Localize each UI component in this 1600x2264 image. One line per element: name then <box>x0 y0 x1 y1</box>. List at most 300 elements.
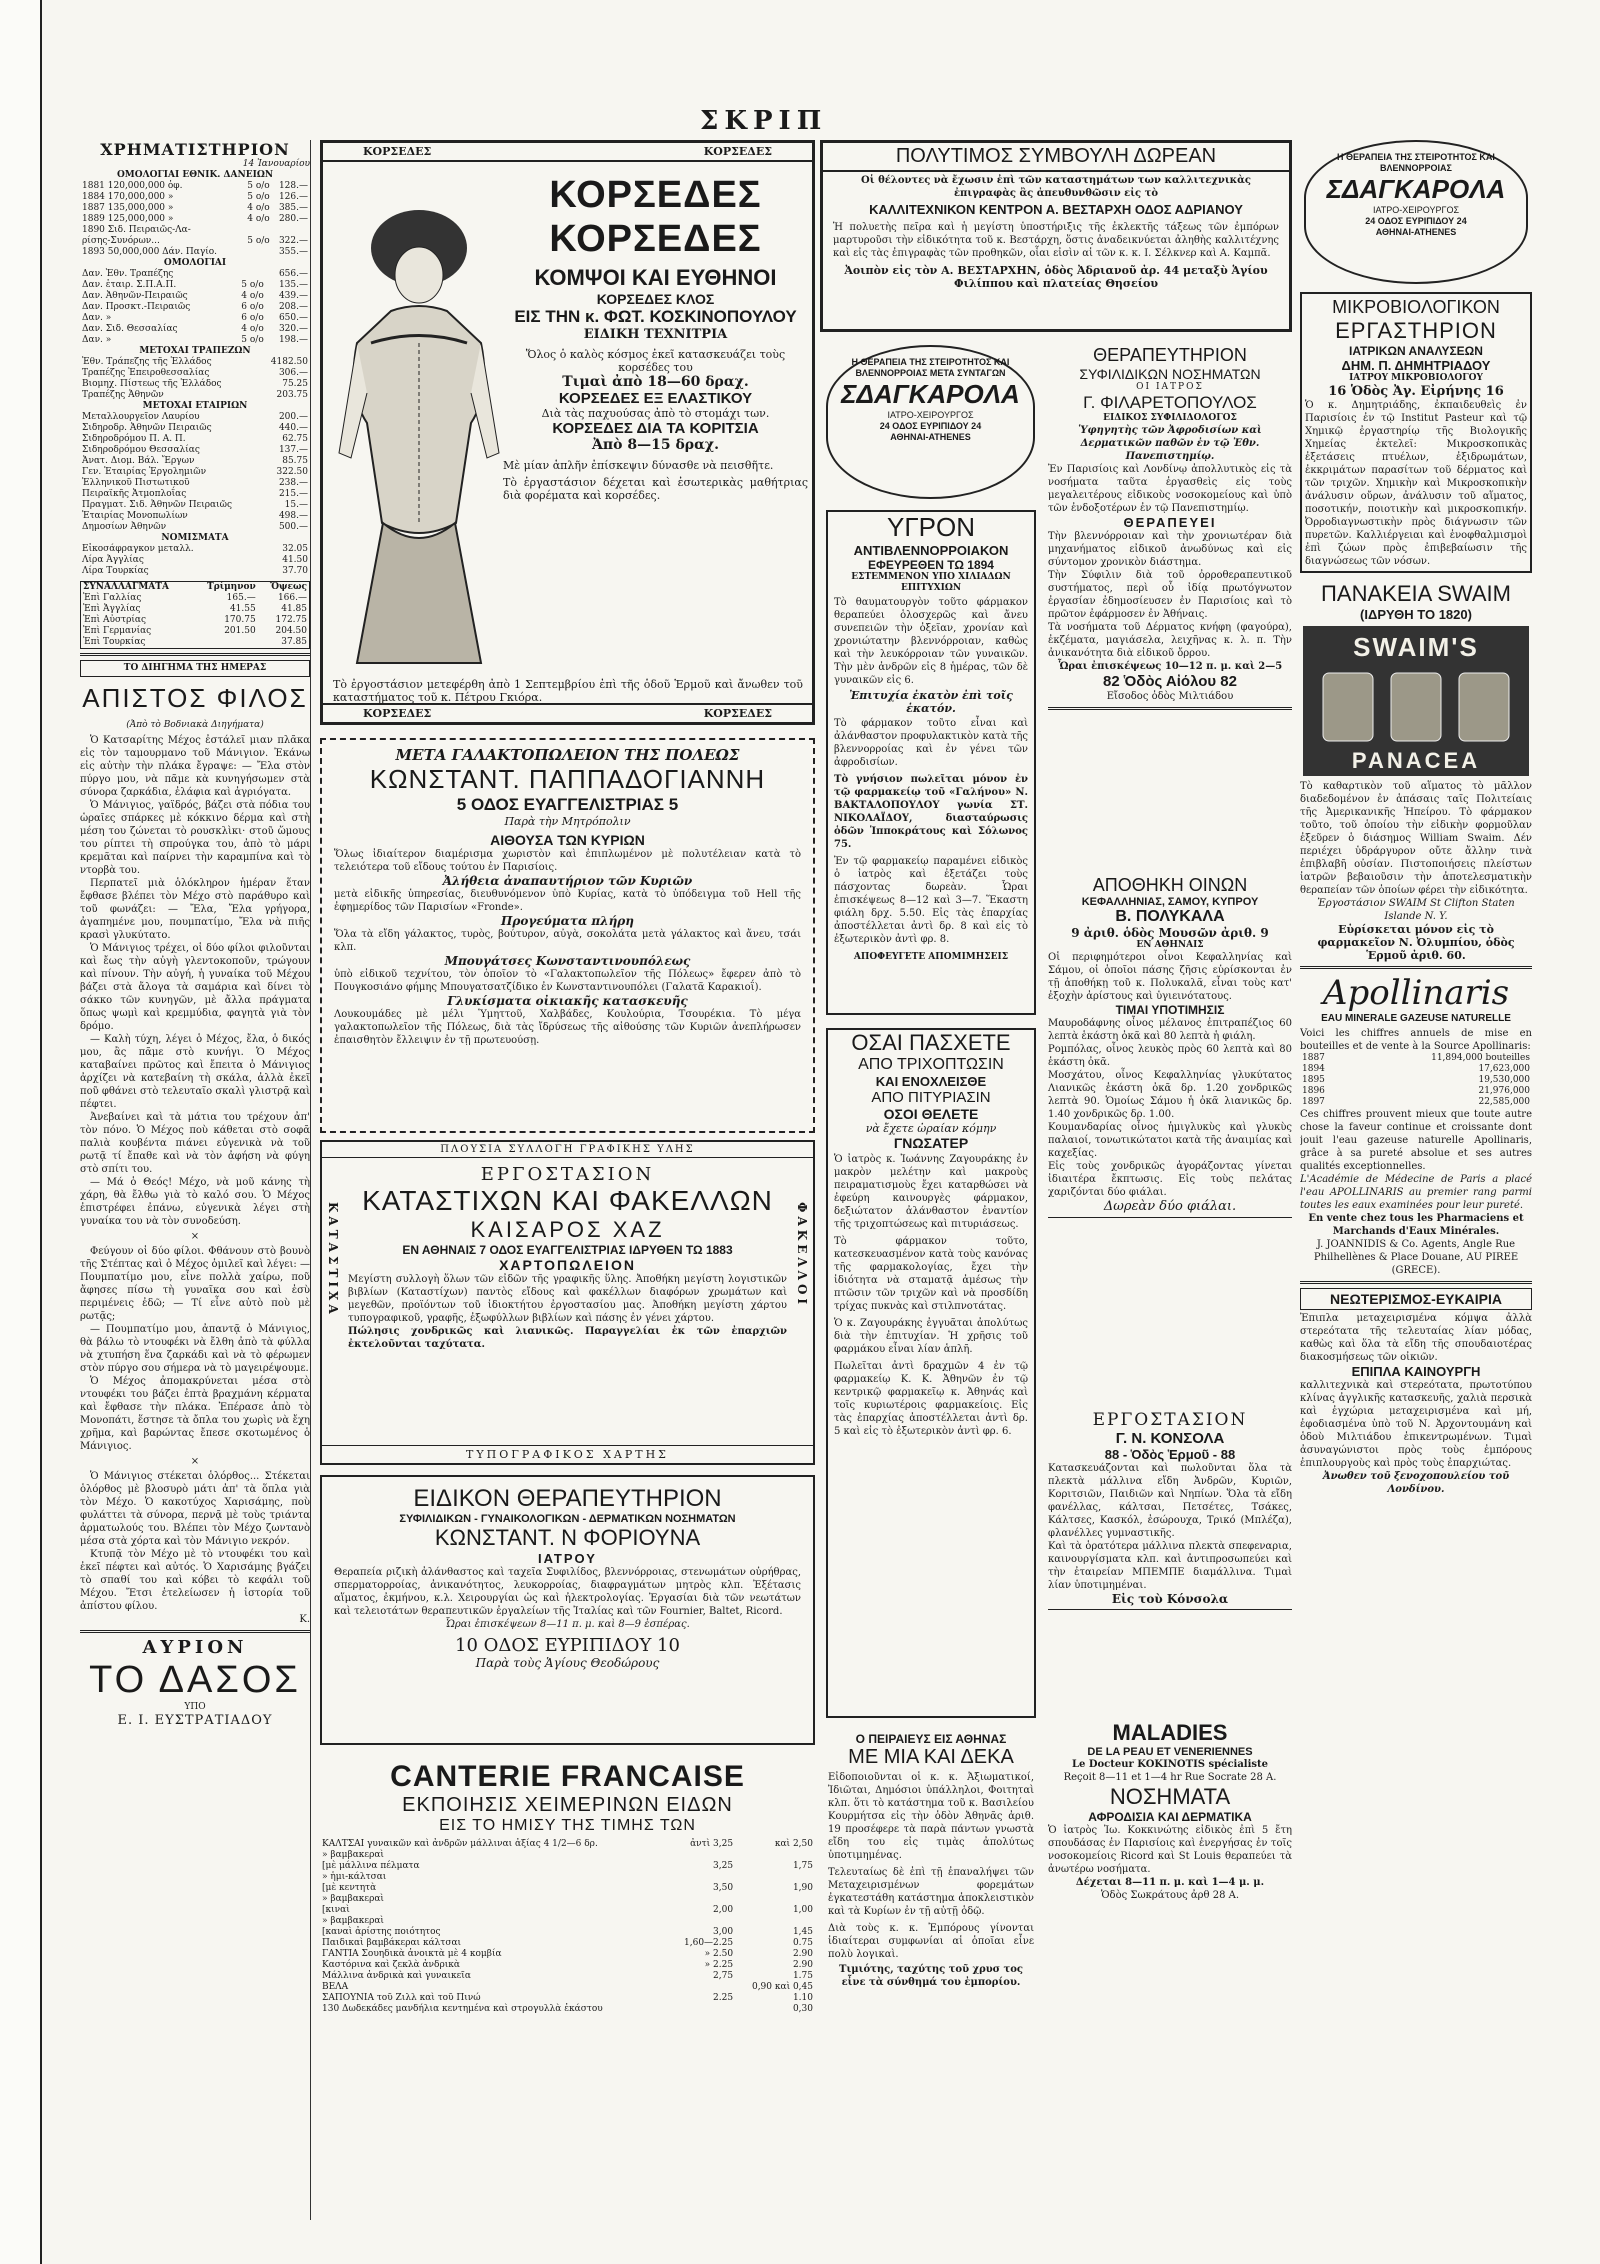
corset-bottom-left: ΚΟΡΣΕΔΕΣ <box>363 707 432 720</box>
company-row-cell: Ἑταιρίας Μονοπωλίων <box>82 511 188 521</box>
canterie-row-cell: 1,60—2.25 <box>684 1938 734 1948</box>
oblig-row-cell: Δαν. ἑταιρ. Σ.Π.Α.Π. <box>82 280 177 290</box>
factory-end: Εἰς τοὺ Κόνσολα <box>1111 1592 1229 1606</box>
piraeus-ad <box>826 1732 1036 1989</box>
company-row <box>80 489 310 500</box>
canterie-row-cell: 0,90 καὶ 0,45 <box>751 1982 813 1992</box>
maladies-doctor: Le Docteur KOKINOTIS spécialiste <box>1071 1759 1269 1770</box>
dairy-text-6: Μπουγάτσες Κωνσταντινουπόλεως <box>444 954 691 968</box>
derm-entry: Εἴσοδος ὁδὸς Μιλτιάδου <box>1106 691 1234 702</box>
left-binding-margin <box>0 0 42 2264</box>
apollinaris-year-row-cell: 1897 <box>1302 1097 1325 1107</box>
canterie-row-cell: » 2.25 <box>704 1960 734 1970</box>
corset-top-right: ΚΟΡΣΕΔΕΣ <box>703 145 772 158</box>
coin-row <box>80 555 310 566</box>
micro-role: ΙΑΤΡΟΥ ΜΙΚΡΟΒΙΟΛΟΓΟΥ <box>1349 373 1483 383</box>
dairy-near: Παρὰ τὴν Μητρόπολιν <box>504 815 631 828</box>
apollinaris-sell: En vente chez tous les Pharmaciens et Marchands d'Eaux Minérales. <box>1308 1213 1524 1237</box>
bond-row <box>80 214 310 225</box>
apollinaris-year-row-cell: 21,976,000 <box>1478 1086 1530 1096</box>
factory-owner: Γ. Ν. ΚΟΝΣΟΛΑ <box>1115 1430 1225 1447</box>
maladies-ad <box>1048 1720 1292 1902</box>
maladies-hours-2: Δέχεται 8—11 π. μ. καὶ 1—4 μ. μ. <box>1075 1877 1265 1888</box>
maladies-hours: Reçoit 8—11 et 1—4 hr Rue Socrate 28 A. <box>1063 1772 1277 1783</box>
piraeus-sub: ΜΕ ΜΙΑ ΚΑΙ ΔΕΚΑ <box>848 1746 1014 1768</box>
fluid-end: ΑΠΟΦΕΥΓΕΤΕ ΑΠΟΜΙΜΗΣΕΙΣ <box>853 952 1009 962</box>
company-row <box>80 434 310 445</box>
canterie-row <box>320 1949 815 1960</box>
company-row-cell: 137.— <box>278 445 308 455</box>
hair-sub-3: ΑΠΟ ΠΙΤΥΡΙΑΣΙΝ <box>871 1089 991 1106</box>
story-paragraph-1: Ὁ Κατσαρίτης Μέχος ἐστάλεῖ μιαν πλᾶκα εἰς τὸν ταμουρμανο τοῦ Μάνιγιον. Ἐκάνω εἰς αὐτὴν τὴν πλάκα ἔγραψε: — Ἔλα στὸν πύργο μου, νὰ πᾶμε κὰ κυνηγήσωμεν στὰ σύνορα ζαρκάδια, ἐλάφια καὶ ἀγριόγατα. <box>80 735 310 798</box>
companies-table <box>80 412 310 533</box>
hair-title: ΟΣΑΙ ΠΑΣΧΕΤΕ <box>851 1030 1011 1055</box>
envelope-factory-ad <box>320 1140 815 1465</box>
factory-text: Κατασκευάζονται καὶ πωλοῦνται ὅλα τὰ πλεκτὰ μάλλινα εἴδη Ἀνδρῶν, Κυριῶν, Κοριτσιῶν, Παιδιῶν καὶ Νηπίων. Ὅλα τὰ εἴδη φανέλλας, κάλτσαι, Πετσέτες, Τσάκες, Κάλτσες, Κασκόλ, ἐσώρουχα, Τρικό (Μπλέζα), φλανέλλες γυμναστικῆς. <box>1048 1463 1292 1539</box>
derm-address: 82 Ὁδὸς Αἰόλου 82 <box>1103 673 1237 690</box>
company-row-cell: 85.75 <box>282 456 308 466</box>
company-row <box>80 478 310 489</box>
swaim-sell: Εὑρίσκεται μόνον εἰς τὸ φαρμακεῖον Ν. Ὀλυμπίου, ὁδὸς Ἑρμοῦ ἀριθ. 60. <box>1317 923 1515 962</box>
fluid-ad <box>826 510 1036 1015</box>
oblig-row <box>80 291 310 302</box>
factory-address: 88 - Ὁδὸς Ἑρμοῦ - 88 <box>1104 1447 1236 1462</box>
column-exchange <box>80 140 311 2220</box>
swaim-ad <box>1300 581 1532 962</box>
clinic-hours: Ὧραι ἐπισκέψεων 8—11 π. μ. καὶ 8—9 ἑσπέρας. <box>445 1619 690 1630</box>
stamp-sdagarola <box>1304 140 1528 284</box>
story-paragraph-9: — Πουμπατίμο μου, ἀπαντᾷ ὁ Μάνιγιος, θὰ βάλω τὸ ντουφέκι νὰ ἔλθη ἀπὸ τὰ φύλλα νὰ χτυπήση ἕνα ζαρκάδι καὶ νὰ τὸ φέρωμεν στὸν πύργο σου σήμερα νὰ τὸ μαγειρέψουμε. <box>80 1324 310 1374</box>
company-row-cell: Γεν. Ἑταιρίας Ἐργολημιῶν <box>82 467 207 477</box>
derm-name: Γ. ΦΙΛΑΡΕΤΟΠΟΥΛΟΣ <box>1083 393 1257 412</box>
neo-text-2: καλλιτεχνικὰ καὶ στερεότατα, πρωτοτύπου κλίνας ἀγγλικῆς κατασκευῆς, χαλιὰ περσικὰ καὶ ἐγχώρια μεταχειρισμένα καὶ μή, ἐφοδιασμένα ὑπὸ τοῦ Ν. Ἀρχοντουμάνη καὶ ὁδοὺ Μιλτιάδου ἐπικεντρωμένων. Τιμαὶ ἀσυναγώνιστοι πρὸς τοὺς ἐμπόρους ἐπιπλουργοὺς καὶ πρὸς τοὺς ἐπαρχιώτας. <box>1300 1380 1532 1469</box>
apollinaris-year-row-cell: 1887 <box>1302 1053 1325 1063</box>
bond-row-cell: 4 ο/ο <box>247 203 270 213</box>
company-row <box>80 456 310 467</box>
company-row-cell: 440.— <box>278 423 308 433</box>
canterie-row-cell: [κιναὶ <box>322 1905 350 1915</box>
derm-sub: ΣΥΦΙΛΙΔΙΚΩΝ ΝΟΣΗΜΑΤΩΝ <box>1079 366 1261 382</box>
apollinaris-text-3: L'Académie de Médecine de Paris a placé l'eau APOLLINARIS au premier rang parmi toutes les eaux examinées pour leur pureté. <box>1300 1174 1532 1211</box>
clinic-doctor: ΚΩΝΣΤΑΝΤ. Ν ΦΟΡΙΟΥΝΑ <box>434 1525 701 1550</box>
piraeus-text-3: Διὰ τοὺς κ. κ. Ἐμπόρους γίνονται ἰδιαίτεραι συμφωνίαι αἱ ὁποῖαι εἶνε πολὺ λογικαὶ. <box>828 1923 1034 1960</box>
derm-text-2: Ἐν Παρισίοις καὶ Λονδίνῳ ἀπολλυτικὸς εἰς τὰ νοσήματα ταῦτα ἐργασθεὶς εἰς τοὺς μεγαλειτέρους εἰδικοὺς νοσοκομείους καὶ ὑπὸ τῶν ἐνδοξοτέρων ἐν τῷ Πανεπιστημίῳ. <box>1048 464 1292 514</box>
oblig-row-cell: 6 ο/ο <box>241 313 264 323</box>
apollinaris-sub: EAU MINERALE GAZEUSE NATURELLE <box>1321 1013 1511 1024</box>
story-paragraph-5: — Καλὴ τύχη, λέγει ὁ Μέχος, ἔλα, ὁ δικός μου, ἂς πᾶμε στὸ κυνήγι. Ὁ Μέχος καταβαίνει πρῶτος καὶ ἔπειτα ὁ Μάνιγιος ἀρχίζει νὰ κατεβαίνη τὴ σκάλα, ἀλλὰ ἐκεῖ ποῦ φθάνει στὸ τελευταῖο σκαλὶ γλιστρᾷ καὶ πέφτει. <box>80 1034 310 1110</box>
canterie-row-cell: [μὲ κεντητὰ <box>322 1883 377 1893</box>
fx-row <box>81 582 310 594</box>
maladies-nos: ΝΟΣΗΜΑΤΑ <box>1109 1784 1231 1809</box>
canterie-sub-2: ΕΙΣ ΤΟ ΗΜΙΣΥ ΤΗΣ ΤΙΜΗΣ ΤΩΝ <box>439 1817 696 1834</box>
share-row-cell: 4182.50 <box>270 357 308 367</box>
tomorrow-title: ΤΟ ΔΑΣΟΣ <box>89 1659 301 1701</box>
canterie-row <box>320 1971 815 1982</box>
wine-text-1: Οἱ περιφημότεροι οἶνοι Κεφαλληνίας καὶ Σάμου, οἱ ὁποῖοι πάσης ζῆσις εὑρίσκονται ἐν τῇ ἀποθήκῃ τοῦ κ. Πολυκαλᾶ, εἶναι τοὺς κατ' ἐξοχὴν ἀρίστους καὶ ὑγιεινότατους. <box>1048 952 1292 1002</box>
dairy-text-2: Ἀλήθεια ἀναπαυτήριον τῶν Κυριῶν <box>442 874 693 888</box>
dairy-address: 5 ΟΔΟΣ ΕΥΑΓΓΕΛΙΣΤΡΙΑΣ 5 <box>456 795 679 814</box>
advice-title: ΠΟΛΥΤΙΜΟΣ ΣΥΜΒΟΥΛΗ ΔΩΡΕΑΝ <box>823 143 1289 172</box>
oblig-row-cell: 4 ο/ο <box>241 291 264 301</box>
canterie-row-cell: 2,75 <box>713 1971 734 1981</box>
canterie-row <box>320 1916 815 1927</box>
envelope-shop: ΧΑΡΤΟΠΩΛΕΙΟΝ <box>499 1257 636 1273</box>
maladies-title: MALADIES <box>1112 1720 1228 1745</box>
column-ads-4 <box>1300 140 1532 2220</box>
story-paragraph-6: Ἀνεβαίνει καὶ τὰ μάτια του τρέχουν ἀπ' τὸν πόνο. Ὁ Μέχος ποὺ κάθεται στὸ σοφᾶ παλιὰ κουβέντα πιάνει εὐγενικὰ νὰ τοῦ ρωτᾷ τί ἔπαθε καὶ νὰ τὸν ἀφήση νὰ φύγη στὸ σπίτι του. <box>80 1112 310 1175</box>
micro-title: ΜΙΚΡΟΒΙΟΛΟΓΙΚΟΝ <box>1332 297 1500 317</box>
share-row <box>80 390 310 401</box>
swaim-address: Ἐργοστάσιον SWAIM St Clifton Staten Islande N. Y. <box>1317 898 1515 922</box>
oblig-row-cell: 135.— <box>278 280 308 290</box>
bond-row-cell: 280.— <box>278 214 308 224</box>
fx-row <box>81 637 310 649</box>
corset-line-6: ΚΟΡΣΕΔΕΣ ΔΙΑ ΤΑ ΚΟΡΙΤΣΙΑ <box>552 420 759 437</box>
tomorrow-by: ΥΠΟ <box>184 1702 206 1712</box>
fluid-title: ΥΓΡΟΝ <box>886 512 975 542</box>
company-row-cell: Μεταλλουργεῖον Λαυρίου <box>82 412 200 422</box>
derm-text-5: Τὰ νοσήματα τοῦ Δέρματος κνήφη (φαγούρα), ἐκζέματα, μαγιάσελα, λειχῆνας κ. λ. π. Τὴν ἀνικανότητα διὰ εἰδικοῦ ὄρρου. <box>1048 622 1292 659</box>
company-row <box>80 412 310 423</box>
fx-row <box>81 615 310 626</box>
fluid-year: ΕΦΕΥΡΕΘΕΝ ΤΩ 1894 <box>868 558 994 572</box>
page-masthead: ΣΚΡΙΠ <box>700 106 828 136</box>
micro-text: Ὁ κ. Δημητριάδης, ἐκπαιδευθεὶς ἐν Παρισίοις ἐν τῷ Institut Pasteur καὶ τῷ Χημικῷ ἐργαστηρίῳ τῆς Βιολογικῆς Χημείας ἐκτελεῖ: Μικροσκοπικὰς ἐξετάσεις πτυέλων, ἐξιδρωμάτων, ἐκκριμάτων παρασίτων τοῦ δέρματος καὶ τῶν τριχῶν. Χημικὴν καὶ Μικροσκοπικὴν ἀνάλυσιν οὔρων, ἀνάλυσιν τοῦ αἵματος, ποσοτικήν, ποιοτικὴν καὶ μικροσκοπικήν. Ὀρροδιαγνωστικὴν πρὸς διάγνωσιν τῶν πυρετῶν. Καλλιέργειαι καὶ ἐνοφθαλμισμοὶ ἐπὶ ζώων πρὸς ἐπιβεβαίωσιν τῆς διαγνώσεως τῶν νόσων. <box>1305 400 1527 567</box>
apollinaris-year-row-cell: 11,894,000 bouteilles <box>1431 1053 1530 1063</box>
canterie-row-cell: 3,25 <box>713 1861 734 1871</box>
bond-row <box>80 247 310 258</box>
apollinaris-year-row-cell: 17,623,000 <box>1478 1064 1530 1074</box>
wine-text-3: Ροµπόλας, οἶνος λευκὸς πρὸς 60 λεπτὰ καὶ 80 ἑκάστη ὀκᾶ. <box>1048 1044 1292 1068</box>
canterie-row <box>320 1839 815 1850</box>
canterie-row-cell: 2,00 <box>713 1905 734 1915</box>
fx-row-cell: 166.— <box>277 593 307 603</box>
hair-text-1: Ὁ ἰατρὸς κ. Ἰωάννης Ζαγουράκης ἐν μακρὸν μελέτην καὶ μακροὺς πειραματισμοὺς ἔχει καταρθώσει νὰ ἐφεύρη καινουργὲς φάρμακον, δεξιώτατον ἀλάνθαστον ἐναντίον τῆς τριχοπτώσεως καὶ πιτυριάσεως. <box>834 1154 1028 1230</box>
bond-row-cell: 5 ο/ο <box>247 181 270 191</box>
derm-text-1: Ὑφηγητὴς τῶν Ἀφροδισίων καὶ Δερματικῶν παθῶν ἐν τῷ Ἐθν. Πανεπιστημίῳ. <box>1078 425 1262 462</box>
company-row-cell: Ἀνατ. Διομ. Βάλ. Ἔργων <box>82 456 195 466</box>
apollinaris-year-row-cell: 22,585,000 <box>1478 1097 1530 1107</box>
bond-row-cell: 1890 Σιδ. Πειραιῶς-Λα- <box>82 225 191 235</box>
fx-row <box>81 626 310 637</box>
envelope-title: ΚΑΤΑΣΤΙΧΩΝ ΚΑΙ ΦΑΚΕΛΛΩΝ <box>362 1185 773 1216</box>
piraeus-text-4: Τιμιότης, ταχύτης τοῦ χρυσ τος εἶνε τὰ σύνθημά του ἐμπορίου. <box>839 1964 1023 1988</box>
company-row-cell: Ἑλληνικοῦ Πιστωτικοῦ <box>82 478 190 488</box>
oblig-row-cell: 6 ο/ο <box>241 302 264 312</box>
apollinaris-year-row <box>1300 1097 1532 1108</box>
fx-row-cell: 37.85 <box>281 637 307 647</box>
canterie-row-cell: Μάλλινα ἀνδρικὰ καὶ γυναικεῖα <box>322 1971 471 1981</box>
canterie-row-cell <box>670 1872 735 1883</box>
dairy-text-3: μετὰ εἰδικῆς ὑπηρεσίας, διευθυνόμενον ὑπὸ Κυρίας, κατὰ τὸ ὑπόδειγμα τοῦ Hell τῆς ἐφημερίδος τῶν Παρισίων «Fronde». <box>334 889 801 913</box>
coins-title: ΝΟΜΙΣΜΑΤΑ <box>161 533 229 543</box>
story-separator: × <box>190 1231 200 1242</box>
canterie-row <box>320 1927 815 1938</box>
hair-sub-4: ΟΣΟΙ ΘΕΛΕΤΕ <box>883 1106 979 1122</box>
dairy-text-7: ὑπὸ εἰδικοῦ τεχνίτου, τὸν ὁποῖον τὸ «Γαλακτοπωλεῖον τῆς Πόλεως» ἔφερεν ἀπὸ τὸ Πουγκοσιάνο φήμης Μπουγατσατζίδικο ἐν Κωνσταντινουπόλει (Γαλατᾶ Καρακιοΐ). <box>334 969 801 993</box>
fluid-sub-2: ΕΣΤΕΜΜΕΝΟΝ ΥΠΟ ΧΙΛΙΑΔΩΝ ΕΠΙΤΥΧΙΩΝ <box>851 572 1011 593</box>
share-row-cell: 306.— <box>278 368 308 378</box>
canterie-row-cell: ΓΑΝΤΙΑ Σουηδικὰ ἀνοικτὰ μὲ 4 κομβία <box>322 1949 502 1959</box>
corset-desc-1: Ὅλος ὁ καλὸς κόσμος ἐκεῖ κατασκευάζει τοὺς κορσέδες του <box>525 348 786 374</box>
envelope-factory-label: ΕΡΓΟΣΤΑΣΙΟΝ <box>480 1164 655 1185</box>
apollinaris-ad <box>1300 973 1532 1277</box>
canterie-row <box>320 1938 815 1949</box>
stamp2-ring: Η ΘΕΡΑΠΕΙΑ ΤΗΣ ΣΤΕΙΡΟΤΗΤΟΣ ΚΑΙ ΒΛΕΝΝΟΡΡΟΙΑΣ ΜΕΤΑ ΣΥΝΤΑΓΩΝ <box>851 357 1010 378</box>
canterie-row-cell: 2.90 <box>792 1960 813 1970</box>
exchange-date: 14 Ἰανουαρίου <box>242 159 310 169</box>
stamp-sdagarola-2 <box>826 345 1035 499</box>
company-row-cell: Σιδηροδρ. Ἀθηνῶν Πειραιῶς <box>82 423 212 433</box>
micro-name: ΔΗΜ. Π. ΔΗΜΗΤΡΙΑΔΟΥ <box>1341 358 1491 373</box>
hair-sub-5: νὰ ἔχετε ὡραίαν κόμην <box>865 1122 997 1135</box>
corset-title: ΚΟΡΣΕΔΕΣ ΚΟΡΣΕΔΕΣ <box>549 174 762 260</box>
bond-row <box>80 192 310 203</box>
oblig-row-cell: 5 ο/ο <box>241 280 264 290</box>
swaim-year: (ΙΔΡΥΘΗ ΤΟ 1820) <box>1360 607 1472 622</box>
apollinaris-year-row <box>1300 1053 1532 1064</box>
canterie-row-cell: 2.90 <box>792 1949 813 1959</box>
coin-row-cell: 32.05 <box>282 544 308 554</box>
hair-text-3: Ὁ κ. Ζαγουράκης ἐγγυᾶται ἀπολύτως διὰ τὴν ἐπιτυχίαν. Ἡ χρῆσις τοῦ φαρμάκου εἶναι λίαν ἁπλῆ. <box>834 1318 1028 1355</box>
advice-text-2: Ἡ πολυετὴς πεῖρα καὶ ἡ μεγίστη ὑποστήριξις τῆς ἐκλεκτῆς τάξεως τῶν ἐμπόρων μαρτυροῦσι τὴν εἰδικότητα τοῦ κ. Βεστάρχη, ὅστις ἀναδεικνύεται ἀληθὴς καλλιτέχνης καὶ εἰς τὰς ἐπιγραφὰς τῶν προθηκῶν, οἷαι εἰσὶν αἱ τῶν κ. κ. Ι. Σέλκνερ καὶ Α. Καμπᾶ. <box>833 222 1279 259</box>
story-title: ΑΠΙΣΤΟΣ ΦΙΛΟΣ <box>82 683 308 713</box>
fx-row-cell: 204.50 <box>275 626 307 636</box>
company-row-cell: 500.— <box>278 522 308 532</box>
oblig-row-cell: 4 ο/ο <box>241 324 264 334</box>
story-source: (Ἀπὸ τὸ Βοδνιακὰ Διηγήματα) <box>126 720 264 730</box>
corset-ad <box>320 140 815 725</box>
neo-text-1: Ἐπιπλα μεταχειρισμένα κόμψα ἀλλὰ στερεότατα τῆς τελευταίας λίαν μόδας, καθὼς καὶ ὅλα τὰ εἴδη τῆς σπουδαιοτέρας διακοσμήσεως τῶν οἰκιῶν. <box>1300 1313 1532 1363</box>
dairy-text-4: Προγεύματα πλήρη <box>501 914 634 928</box>
derm-therapy: ΘΕΡΑΠΕΥΕΙ <box>1123 515 1217 530</box>
bonds-table <box>80 181 310 258</box>
clinic-address: 10 ΟΔΟΣ ΕΥΡΙΠΙΔΟΥ 10 <box>455 1635 680 1656</box>
dairy-text-9: Λουκουμάδες μὲ μέλι Ὑμηττοῦ, Χαλβάδες, Κουλούρια, Τσουρέκια. Τὸ μέγα γαλακτοπωλεῖον τῆς Πόλεως, διὰ τὰς ἴδρύσεως τῆς αἰθούσης τῶν Κυριῶν ἀνεπλήρωσεν ἐπαισθητὸν ἔλλειψιν ἐν τῇ πρωτευούσῃ. <box>334 1009 801 1046</box>
company-row <box>80 423 310 434</box>
canterie-row <box>320 1872 815 1883</box>
stamp2-sub: ΙΑΤΡΟ-ΧΕΙΡΟΥΡΓΟΣ <box>887 410 974 420</box>
corset-desc-2: Διὰ τὰς παχυούσας ἀπὸ τὸ στομάχι των. <box>541 407 770 420</box>
canterie-row <box>320 1905 815 1916</box>
bottle-icon <box>1303 663 1529 743</box>
oblig-row-cell: 5 ο/ο <box>241 335 264 345</box>
oblig-row <box>80 335 310 346</box>
wine-price-title: ΤΙΜΑΙ ΥΠΟΤΙΜΗΣΙΣ <box>1115 1003 1225 1017</box>
story-paragraph-2: Ὁ Μάνιγιος, γαϊδρός, βάζει στὰ πόδια του ὡραῖες σπάρκες μὲ κόκκινο δέρμα καὶ στὴ μέση του ζώνεται τὸ ρουσκλὶκι· στοῦ ὥμους του ρίπτει τὴ σπρούγκα του, ἀπὸ τὸ μάρι κρεμᾶται καὶ παίρνει τὴν καραμπίνα καὶ τὸ ντορβὰ του. <box>80 800 310 876</box>
swaim-text: Τὸ καθαρτικὸν τοῦ αἵματος τὸ μᾶλλον διαδεδομένον ἐν ἁπάσαις ταῖς Πολιτείαις τῆς Ἀμερικανικῆς Ἠπείρου. Τὸ φάρμακον τοῦτο, τοῦ ὁποίου τὴν εἰδικὴν φορμοῦλαν ἐξεῦρεν ὁ διάσημος William Swaim. Δέν περιέχει ὑδράργυρον οὔτε ἄλλην τινὰ ἐπιβλαβῆ οὐσίαν. Πιστοποιήσεις πλείστων ἰατρῶν βεβαιοῦσιν τὴν ἀποτελεσματικὴν θεραπείαν τῶν ὁποίων φέρει τὴν εἰδικότητα. <box>1300 781 1532 896</box>
coin-row <box>80 544 310 555</box>
wine-text-4: Μοσχάτου, οἶνος Κεφαλληνίας γλυκύτατος Λιανικῶς ἑκάστη ὀκᾶ δρ. 1.20 χονδρικῶς λεπτὰ 90. Ὁμοίως Σάμου ἡ ὀκᾶ λιανικῶς δρ. 1.40 χονδρικῶς δρ. 1.00. <box>1048 1070 1292 1120</box>
fx-row-cell: Ἐπὶ Τουρκίας <box>83 637 146 647</box>
shares-table <box>80 357 310 401</box>
tomorrow-author: Ε. Ι. ΕΥΣΤΡΑΤΙΑΔΟΥ <box>117 1713 273 1728</box>
oblig-row <box>80 324 310 335</box>
neo-title-2: ΕΠΙΠΛΑ ΚΑΙΝΟΥΡΓΗ <box>1351 1364 1481 1379</box>
coin-row-cell: 41.50 <box>282 555 308 565</box>
apollinaris-year-row <box>1300 1075 1532 1086</box>
canterie-row-cell: Καστόρινα καὶ ζεκλὰ ἀνδρικὰ <box>322 1960 460 1970</box>
company-row <box>80 467 310 478</box>
envelope-text: Μεγίστη συλλογὴ ὅλων τῶν εἰδῶν τῆς γραφικῆς ὕλης. Ἀποθήκη μεγίστη λογιστικῶν βιβλίων (Καταστίχων) παντὸς εἴδους καὶ φακέλλων διαφόρων χρωμάτων καὶ μεγεθῶν, προϊόντων τοῦ ἰδιοκτήτου ἐργοστασίου μας. Ἀποθήκη μεγίστη χάρτου τυπογραφικοῦ, γραφῆς, ἐξωφύλλων βιβλίων καὶ πάσης ἐν γένει χάρτου. <box>348 1274 787 1324</box>
canterie-row-cell <box>735 1916 815 1927</box>
apollinaris-title: Apollinaris <box>1322 973 1510 1013</box>
envelope-text-2: Πώλησις χονδρικῶς καὶ λιανικῶς. Παραγγελίαι ἐκ τῶν ἐπαρχιῶν ἐκτελοῦνται ταχύτατα. <box>348 1326 787 1350</box>
canterie-row-cell: 1,75 <box>792 1861 813 1871</box>
story-kicker: ΤΟ ΔΙΗΓΗΜΑ ΤΗΣ ΗΜΕΡΑΣ <box>80 660 310 677</box>
canterie-price-table <box>320 1839 815 2015</box>
fx-row-cell: Ὄψεως <box>269 582 307 592</box>
exchange-title: ΧΡΗΜΑΤΙΣΤΗΡΙΟΝ <box>100 140 290 159</box>
fx-row-cell: ΣΥΝΑΛΛΑΓΜΑΤΑ <box>83 582 169 592</box>
corset-desc-3: Μὲ μίαν ἁπλῆν ἐπίσκεψιν δύνασθε νὰ πεισθῆτε. <box>503 459 774 472</box>
column-ads-3 <box>820 140 1292 2220</box>
fx-table <box>80 581 310 649</box>
corset-price-1: Τιμαὶ ἀπὸ 18—60 δραχ. <box>562 374 749 390</box>
oblig-row-cell: 439.— <box>278 291 308 301</box>
clinic-ad <box>320 1475 815 1745</box>
derm-role: ΟΙ ΙΑΤΡΟΣ <box>1136 382 1204 392</box>
clinic-title: ΕΙΔΙΚΟΝ ΘΕΡΑΠΕΥΤΗΡΙΟΝ <box>413 1485 722 1512</box>
canterie-row-cell: » ἡμι-κάλτσαι <box>322 1872 387 1882</box>
company-row-cell: 215.— <box>278 489 308 499</box>
story-paragraph-11: Ὁ Μάνιγιος στέκεται ὁλόρθος... Στέκεται ὁλόρθος μὲ βλοσυρὸ μάτι ἀπ' τὰ ὅπλα γιὰ τὸν Μέχο. Ὁ κακοτύχος Χαρισάμης, ποὺ φυλάττει τὰ σύνορα, περνᾷ μὲ τοὺς τριάντα ἀρματωλούς του. Βλέπει τὸν Μέχο ζωντανὸ μέσα στὰ χόρτα καὶ τὸν Μάνιγιο νεκρόν. <box>80 1471 310 1547</box>
company-row-cell: Πειραϊκῆς Ἀτμοπλοΐας <box>82 489 187 499</box>
canterie-row-cell <box>735 1872 815 1883</box>
fluid-text-3: Τὸ φάρμακον τοῦτο εἶναι καὶ ἀλάνθαστον προφυλακτικὸν κατὰ τῆς βλεννορροίας καὶ ἐν γένει τῶν ἀφροδισίων. <box>834 718 1028 768</box>
bond-row-cell: 1889 125,000,000 » <box>82 214 174 224</box>
advice-text-1: Οἱ θέλοντες νὰ ἔχωσιν ἐπὶ τῶν καταστημάτων των καλλιτεχνικὰς ἐπιγραφὰς ἂς ἀπευθυνθῶσιν εἰς τὸ <box>861 175 1251 199</box>
corset-price-2: Ἀπὸ 8—15 δραχ. <box>592 437 719 453</box>
apollinaris-year-row <box>1300 1064 1532 1075</box>
share-row <box>80 368 310 379</box>
canterie-row-cell <box>670 1850 735 1861</box>
apollinaris-year-row-cell: 1896 <box>1302 1086 1325 1096</box>
corset-line-3: ΕΙΣ ΤΗΝ κ. ΦΩΤ. ΚΟΣΚΙΝΟΠΟΥΛΟΥ <box>514 307 797 326</box>
canterie-row-cell <box>670 1894 735 1905</box>
clinic-role: ΙΑΤΡΟΥ <box>538 1551 597 1566</box>
canterie-row-cell: » βαμβακεραὶ <box>322 1850 384 1860</box>
apollinaris-year-row-cell: 19,530,000 <box>1478 1075 1530 1085</box>
envelope-bottom: ΤΥΠΟΓΡΑΦΙΚΟΣ ΧΑΡΤΗΣ <box>322 1445 813 1463</box>
envelope-owner: ΚΑΙΣΑΡΟΣ ΧΑΖ <box>470 1217 665 1242</box>
canterie-row-cell: Παιδικαὶ βαμβάκεραι κάλτσαι <box>322 1938 462 1948</box>
apollinaris-year-row <box>1300 1086 1532 1097</box>
coin-row-cell: Λίρα Ἀγγλίας <box>82 555 144 565</box>
dairy-title: ΜΕΤΑ ΓΑΛΑΚΤΟΠΩΛΕΙΟΝ ΤΗΣ ΠΟΛΕΩΣ <box>395 746 740 764</box>
advice-name: ΚΑΛΛΙΤΕΧΝΙΚΟΝ ΚΕΝΤΡΟΝ Α. ΒΕΣΤΑΡΧΗ ΟΔΟΣ ΑΔΡΙΑΝΟΥ <box>869 202 1243 217</box>
canterie-row-cell <box>735 1850 815 1861</box>
fluid-text-1: Τὸ θαυματουργὸν τοῦτο φάρμακον θεραπεύει ὁλοσχερῶς καὶ ἄνευ συνεπειῶν τὴν ὀξεῖαν, χρονίαν καὶ χρονιώτατην βλεννόρροιαν, καθὼς καὶ τὴν λευκόρροιαν τῶν γυναικῶν. Τὴν μὲν ἀνδρῶν εἰς 8 ἡμέρας, τῶν δὲ γυναικῶν εἰς 6. <box>834 597 1028 686</box>
clinic-text: Θεραπεία ριζικὴ ἀλάνθαστος καὶ ταχεῖα Συφιλίδος, βλεννόρροιας, στενωμάτων οὐρήθρας, σπερματορροίας, ἀνικανότητος, λευκορροίας, διαφραγμάτων μητρὸς κλπ. Ἐξέτασις αἵματος, ἐκμήνου, κ.λ. Χειρουργίαι ὡς καὶ ἠλεκτρολογίας. Ἐργασίαι διὰ τῶν νεωτάτων καὶ τελειοτάτων θεραπευτικῶν ἐργαλείων τῆς Ἰταλίας καὶ τῶν Fournier, Baltet, Ricord. <box>334 1567 801 1617</box>
bond-row <box>80 181 310 192</box>
oblig-table <box>80 269 310 346</box>
company-row-cell: 15.— <box>284 500 308 510</box>
company-row-cell: 498.— <box>278 511 308 521</box>
envelope-side-left: ΚΑΤΑΣΤΙΧΑ <box>326 1202 340 1318</box>
canterie-row-cell: ΒΕΛΑ <box>322 1982 349 1992</box>
corset-move-notice: Τὸ ἐργοστάσιον μετεφέρθη ἀπὸ 1 Σεπτεμβρίου ἐπὶ τῆς ὁδοῦ Ἑρμοῦ καὶ ἄνωθεν τοῦ καταστήματος τοῦ κ. Πέτρου Γκιόρα. <box>333 678 803 704</box>
hair-sub-2: ΚΑΙ ΕΝΟΧΛΕΙΣΘΕ <box>875 1074 987 1089</box>
micro-address: 16 Ὁδὸς Ἀγ. Εἰρήνης 16 <box>1328 384 1504 399</box>
bond-row-cell <box>272 225 310 236</box>
bond-row-cell: 322.— <box>278 236 308 246</box>
fx-row-cell: 165.— <box>226 593 256 603</box>
company-row-cell: 200.— <box>278 412 308 422</box>
canterie-row-cell: » βαμβακεραὶ <box>322 1894 384 1904</box>
tomorrow-label: ΑΥΡΙΟΝ <box>142 1637 248 1658</box>
stamp-name: ΣΔΑΓΚΑΡΟΛΑ <box>1326 174 1506 204</box>
bond-row-cell: 5 ο/ο <box>247 236 270 246</box>
company-row <box>80 445 310 456</box>
canterie-row-cell: ΣΑΠΟΥΝΙΑ τοῦ Ζιλλ καὶ τοῦ Πινώ <box>322 1993 481 2003</box>
fluid-text-4: Τὸ γνήσιον πωλεῖται μόνον ἐν τῷ φαρμακείῳ τοῦ «Γαλήνου» Ν. ΒΑΚΤΑΛΟΠΟΥΛΟΥ γωνία ΣΤ. ΝΙΚΟΛΑΪΔΟΥ, διασταύρωσις ὁδῶν Ἱπποκράτους καὶ Σόλωνος 75. <box>834 774 1028 850</box>
oblig-row-cell: 650.— <box>278 313 308 323</box>
oblig-row-cell: Δαν. » <box>82 313 112 323</box>
story-separator-2: × <box>190 1456 200 1467</box>
story-end: Κ. <box>299 1614 310 1625</box>
envelope-top: ΠΛΟΥΣΙΑ ΣΥΛΛΟΓΗ ΓΡΑΦΙΚΗΣ ΥΛΗΣ <box>322 1142 813 1158</box>
canterie-row-cell <box>670 1982 735 1993</box>
share-row-cell: Ἐθν. Τράπεζης τῆς Ἑλλάδος <box>82 357 212 367</box>
bond-row-cell: ρίσης-Συνόρων... <box>82 236 160 246</box>
factory-title: ΕΡΓΟΣΤΑΣΙΟΝ <box>1092 1410 1248 1430</box>
stamp-address: 24 ΟΔΟΣ ΕΥΡΙΠΙΔΟΥ 24 <box>1365 216 1467 226</box>
company-row-cell: Δημοσίων Ἀθηνῶν <box>82 522 167 532</box>
company-row-cell: 322.50 <box>276 467 308 477</box>
wine-text-5: Κουμανδαρίας οἶνος ἡμιγλυκὺς καὶ γλυκὺς παλαιοί, τονωτικώτατοι κατὰ τῆς ἀναιμίας καὶ καχεξίας. <box>1048 1122 1292 1159</box>
advice-text-3: Ἀοιπὸν εἰς τὸν Α. ΒΕΣΤΑΡΧΗΝ, ὁδὸς Ἀδριανοῦ ἀρ. 44 μεταξὺ Ἁγίου Φιλίππου καὶ πλατείας Θησείου <box>844 264 1268 290</box>
share-row-cell: Βιομηχ. Πίστεως τῆς Ἑλλάδος <box>82 379 222 389</box>
bond-row <box>80 236 310 247</box>
canterie-row <box>320 1894 815 1905</box>
canterie-row-cell: [καναὶ ἀρίστης ποιότητος <box>322 1927 441 1937</box>
canterie-row-cell <box>670 1916 735 1927</box>
share-row <box>80 379 310 390</box>
wine-owner: Β. ΠΟΛΥΚΑΛΑ <box>1115 908 1225 925</box>
fluid-text-2: Ἐπιτυχία ἐκατὸν ἐπὶ τοῖς ἑκατόν. <box>849 689 1013 715</box>
fx-row-cell <box>193 637 258 649</box>
fx-row <box>81 593 310 604</box>
story-paragraph-12: Κτυπᾷ τὸν Μέχο μὲ τὸ ντουφέκι του καὶ ἐκεῖ πέφτει καὶ αὐτός. Ὁ Χαρισάμης βγάζει τὸ σπαθί του καὶ κόβει τὸ κεφάλι τοῦ Μέχου. Ἔτσι ἐτελείωσεν ἡ ἱστορία τοῦ ἀπίστου φίλου. <box>80 1549 310 1612</box>
hair-sub-1: ΑΠΟ ΤΡΙΧΟΠΤΩΣΙΝ <box>858 1056 1004 1073</box>
hair-ad <box>826 1028 1036 1718</box>
story-paragraph-3: Περπατεῖ μιὰ ὁλόκληρον ἡμέραν ἕταν ἔφθασε βλέπει τὸν Μέχο στὸ παράθυρο καὶ τοῦ φωνάζει: — Ἔλα, Ἔλα γρήγορα, ἀγαπημένε μου, πουμπατίμο, Ἔλα νὰ πιῆς κρασὶ γλυκύτατο. <box>80 878 310 941</box>
fx-row-cell: Ἐπὶ Ἀγγλίας <box>83 604 141 614</box>
canterie-row-cell: 1,90 <box>792 1883 813 1893</box>
oblig-title: ΟΜΟΛΟΓΙΑΙ <box>163 258 227 268</box>
derm-text-4: Τὴν Σύφιλιν διὰ τοῦ ὀρροθεραπευτικοῦ συστήματος, περὶ οὗ ἰδίᾳ πρωτόγνωτον ἐργασίαν ἐδημοσίευσεν ἐν Παρισίοις καὶ τὸ πρῶτον ἐφάρμοσεν ἐν Ἀθήναις. <box>1048 570 1292 620</box>
oblig-row-cell: Δαν. Σιδ. Θεσσαλίας <box>82 324 178 334</box>
fx-row-cell: Ἐπὶ Γερμανίας <box>83 626 152 636</box>
neo-end: Ἀνωθεν τοῦ ξενοχοπουλείου τοῦ Λονδίνου. <box>1322 1471 1510 1495</box>
dairy-hall: ΑΙΘΟΥΣΑ ΤΩΝ ΚΥΡΙΩΝ <box>490 832 645 848</box>
share-row <box>80 357 310 368</box>
corset-line-1: ΚΟΜΨΟΙ ΚΑΙ ΕΥΘΗΝΟΙ <box>534 265 777 290</box>
stamp2-city: ΑΘΗΝΑΙ-ATHENES <box>890 432 971 442</box>
company-row-cell: 238.— <box>278 478 308 488</box>
corset-line-2: ΚΟΡΣΕΔΕΣ ΚΛΟΣ <box>596 291 715 307</box>
wine-title: ΑΠΟΘΗΚΗ ΟΙΝΩΝ <box>1092 875 1248 895</box>
dairy-ad <box>320 738 815 1133</box>
oblig-row-cell: 320.— <box>278 324 308 334</box>
coin-row <box>80 566 310 577</box>
furniture-ad <box>1300 1288 1532 1496</box>
story-paragraph-8: Φεύγουν οἱ δύο φίλοι. Φθάνουν στὸ βουνὸ τῆς Στέπτας καὶ ὁ Μέχος ὁμιλεῖ καὶ λέγει: — Πουμπατίμο μου, εἶνε πολλὰ χαίρω, ποῦ ἄφησες πίσω τὴ γυναῖκα σου καὶ ἐσὺ περιμένεις ἐδῶ; — Τί εἶνε αὐτὸ ποὺ μὲ ρωτᾷς; <box>80 1246 310 1322</box>
oblig-row-cell: 208.— <box>278 302 308 312</box>
fx-row-cell: 201.50 <box>224 626 256 636</box>
oblig-row-cell: Δαν. Προσκτ.-Πειραιῶς <box>82 302 191 312</box>
